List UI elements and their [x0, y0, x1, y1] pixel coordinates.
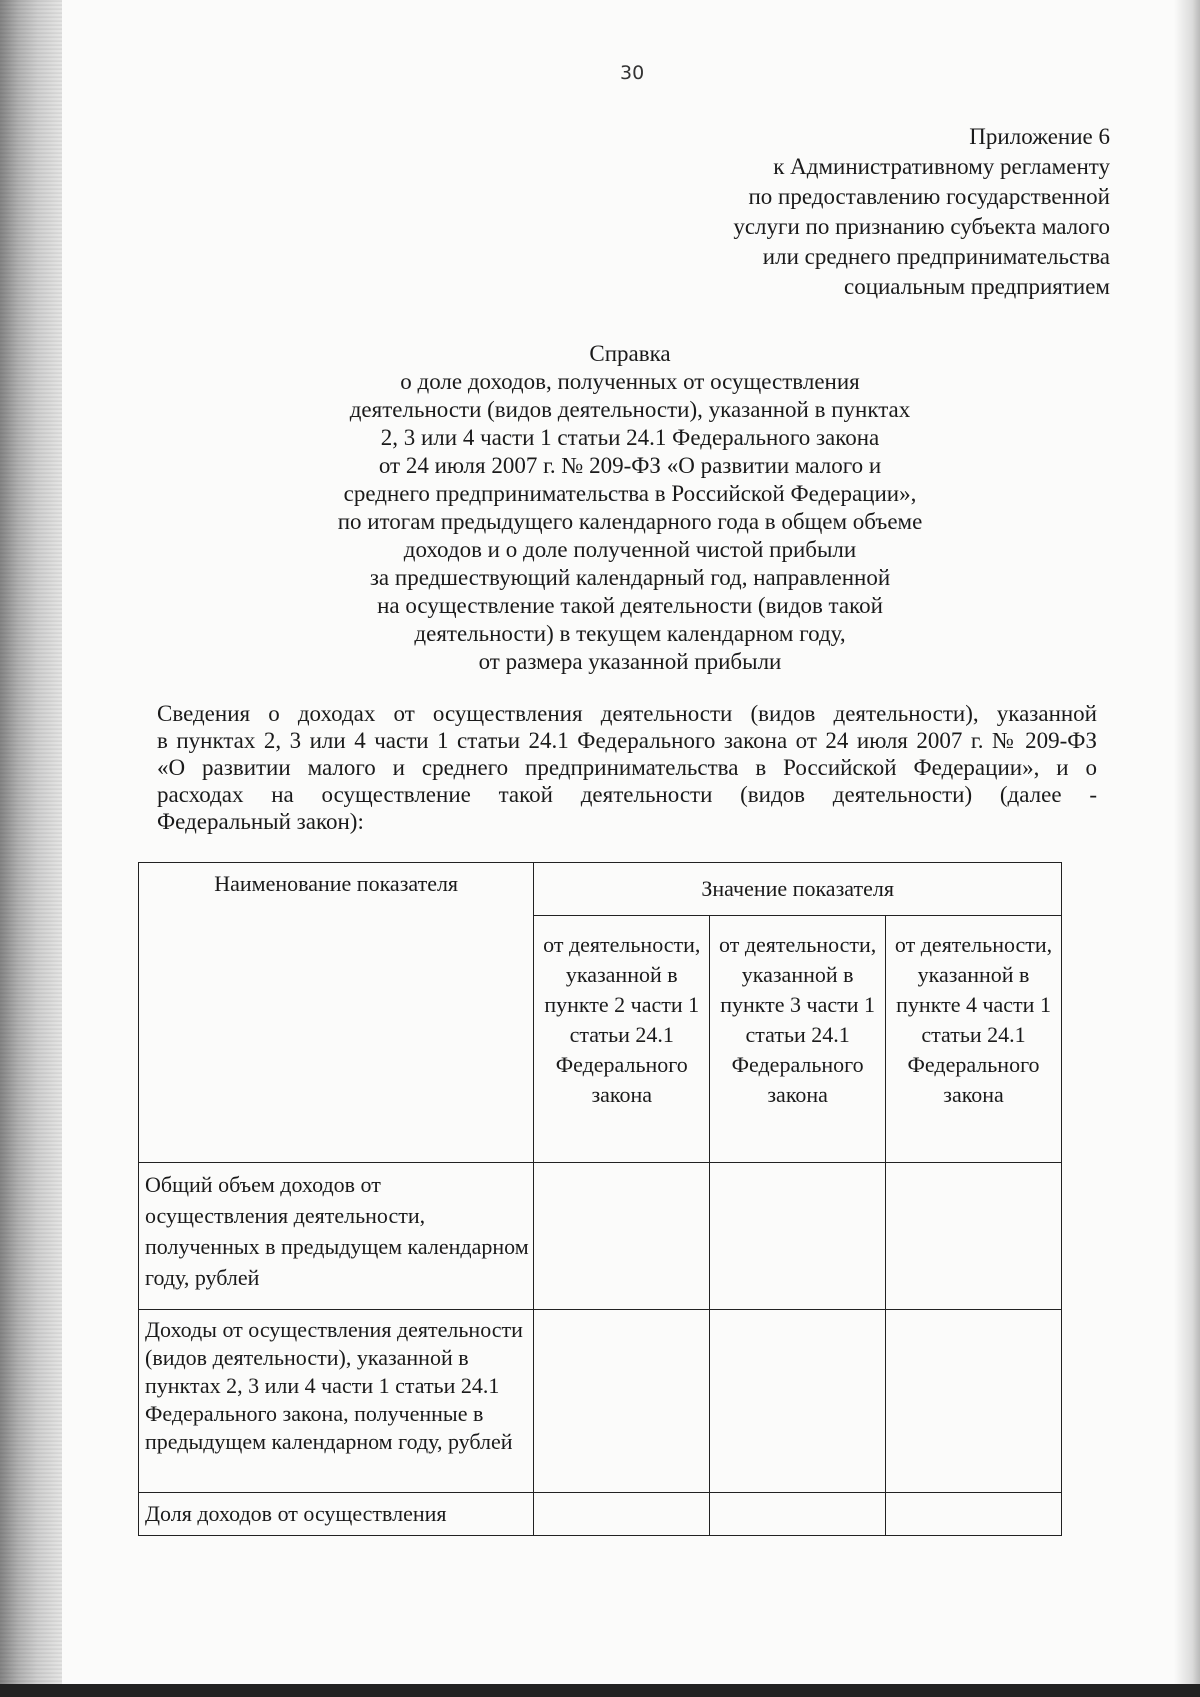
- header-indicator-name: Наименование показателя: [139, 863, 534, 1163]
- intro-line: Федеральный закон):: [157, 809, 364, 834]
- value-cell[interactable]: [710, 1310, 886, 1493]
- value-cell[interactable]: [886, 1163, 1062, 1310]
- scan-bottom-edge: [0, 1684, 1200, 1697]
- intro-line: Сведения о доходах от осуществления деятельности (видов деятельности), указанной: [157, 701, 1097, 726]
- title-line: деятельности (видов деятельности), указанной в пунктах: [349, 397, 911, 422]
- title-line: от 24 июля 2007 г. № 209-ФЗ «О развитии малого и: [378, 453, 882, 478]
- title-line: по итогам предыдущего календарного года в общем объеме: [337, 509, 923, 534]
- table-header-row: [139, 863, 1062, 916]
- title-line: деятельности) в текущем календарном году,: [414, 621, 846, 646]
- row-label-activity-income: Доходы от осуществления деятельности (видов деятельности), указанной в пунктах 2, 3 или 4 части 1 статьи 24.1 Федерального закона, полученные в предыдущем календарном году, рублей: [139, 1310, 534, 1493]
- document-title: [300, 340, 960, 676]
- value-cell[interactable]: [710, 1493, 886, 1536]
- title-line: за предшествующий календарный год, направленной: [369, 565, 891, 590]
- intro-line: расходах на осуществление такой деятельности (видов деятельности) (далее -: [157, 782, 1097, 807]
- table-row: [139, 1493, 1062, 1536]
- scan-binding-edge: [0, 0, 62, 1697]
- title-line: Справка: [589, 341, 671, 366]
- value-cell[interactable]: [886, 1493, 1062, 1536]
- appendix-line: услуги по признанию субъекта малого: [733, 214, 1110, 239]
- subheader-point-3: от деятельности, указанной в пункте 3 части 1 статьи 24.1 Федерального закона: [710, 916, 886, 1163]
- scan-right-edge: [1174, 0, 1200, 1697]
- appendix-line: Приложение 6: [969, 124, 1110, 149]
- intro-line: в пунктах 2, 3 или 4 части 1 статьи 24.1 Федерального закона от 24 июля 2007 г. № 209-ФЗ: [157, 728, 1097, 753]
- title-line: 2, 3 или 4 части 1 статьи 24.1 Федерального закона: [380, 425, 880, 450]
- appendix-reference: [510, 122, 1110, 302]
- table-row: [139, 1310, 1062, 1493]
- value-cell[interactable]: [534, 1493, 710, 1536]
- title-line: среднего предпринимательства в Российской Федерации»,: [343, 481, 917, 506]
- appendix-line: социальным предприятием: [843, 274, 1110, 299]
- appendix-line: к Административному регламенту: [773, 154, 1110, 179]
- value-cell[interactable]: [534, 1310, 710, 1493]
- header-indicator-value: Значение показателя: [534, 863, 1062, 916]
- subheader-point-2: от деятельности, указанной в пункте 2 части 1 статьи 24.1 Федерального закона: [534, 916, 710, 1163]
- page-number: 30: [620, 62, 645, 84]
- appendix-line: или среднего предпринимательства: [762, 244, 1110, 269]
- indicator-table: [138, 862, 1062, 1536]
- title-line: доходов и о доле полученной чистой прибыли: [403, 537, 857, 562]
- row-label-income-share: Доля доходов от осуществления: [139, 1493, 534, 1536]
- title-line: на осуществление такой деятельности (видов такой: [377, 593, 883, 618]
- row-label-total-income: Общий объем доходов от осуществления деятельности, полученных в предыдущем календарном году, рублей: [139, 1163, 534, 1310]
- title-line: от размера указанной прибыли: [478, 649, 782, 674]
- title-line: о доле доходов, полученных от осуществления: [400, 369, 860, 394]
- value-cell[interactable]: [710, 1163, 886, 1310]
- intro-paragraph: [157, 700, 1097, 835]
- value-cell[interactable]: [886, 1310, 1062, 1493]
- table-row: [139, 1163, 1062, 1310]
- subheader-point-4: от деятельности, указанной в пункте 4 части 1 статьи 24.1 Федерального закона: [886, 916, 1062, 1163]
- appendix-line: по предоставлению государственной: [748, 184, 1110, 209]
- intro-line: «О развитии малого и среднего предпринимательства в Российской Федерации», и о: [157, 755, 1097, 780]
- value-cell[interactable]: [534, 1163, 710, 1310]
